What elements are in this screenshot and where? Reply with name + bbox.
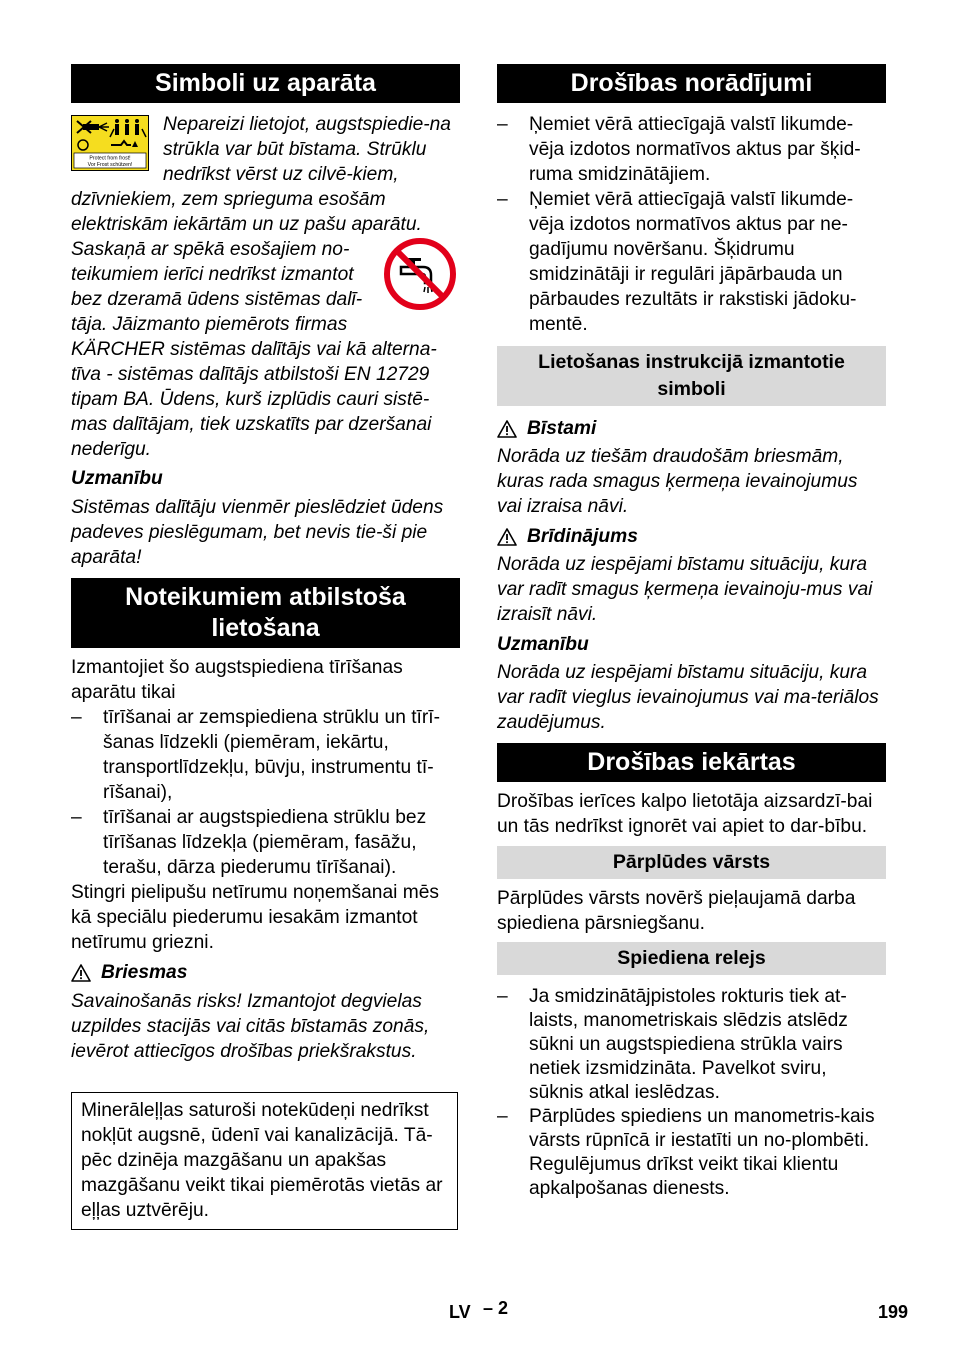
devices-text: Drošības ierīces kalpo lietotāja aizsardzī-bai un tās nedrīkst ignorēt vai apiet to dar-bību.: [497, 791, 873, 837]
safety-list: [497, 112, 886, 337]
footer-language: LV: [449, 1302, 471, 1322]
list-item: – Pārplūdes spiediens un manometris-kais vārsts rūpnīcā ir iestatīti un no-plombēti. Regulējumus drīkst veikt tikai klientu apkalpošanas dienests.: [497, 1105, 886, 1201]
water-separator-text: Saskaņā ar spēkā esošajiem no-teikumiem ierīci nedrīkst izmantot bez dzeramā ūdens sistēmas dalī-tāja. Jāizmanto piemērots firmas KÄRCHER sistēmas dalītājs vai kā alterna-tīva - sistēmas dalītājs atbilstoši EN 12729 tipam BA. Ūdens, kurš izplūdis cauri sistē-mas dalītājam, tiek uzskatīts par dzeršanai nederīgu.: [71, 239, 437, 460]
overflow-valve-text: Pārplūdes vārsts novērš pieļaujamā darba spiediena pārsniegšanu.: [497, 888, 856, 934]
list-item: – Ņemiet vērā attiecīgajā valstī likumde-vēja izdotos normatīvos aktus par ne-gadījumu novēršanu. Šķidrumu smidzinātāji ir regulāri jāpārbauda un pārbaudes rezultāts ir rakstiski jādoku-mentē.: [497, 187, 886, 337]
caution-label: Uzmanību: [497, 634, 589, 655]
list-item: – tīrīšanai ar augstspiediena strūklu bez tīrīšanas līdzekļa (piemēram, fasāžu, terašu, dārza piederumu tīrīšanai).: [71, 805, 460, 880]
warning-label: Brīdinājums: [527, 526, 638, 547]
footer-section-number: – 2: [483, 1298, 509, 1318]
symbols-subheading: Lietošanas instrukcijā izmantotie simboli: [497, 346, 886, 406]
svg-text:Vor Frost schützen!: Vor Frost schützen!: [87, 162, 133, 168]
right-column: [497, 64, 886, 1201]
warning-triangle-icon: [497, 420, 517, 438]
danger-label-row: [71, 960, 460, 985]
symbols-warning-text: Nepareizi lietojot, augstspiedie-na strūkla var būt bīstama. Strūklu nedrīkst vērst uz cilvē-kiem, dzīvniekiem, zem sprieguma esošām elektriskām iekārtām un uz pašu aparātu.: [71, 114, 451, 235]
usage-intro: Izmantojiet šo augstspiediena tīrīšanas aparātu tikai: [71, 657, 403, 703]
high-pressure-warning-icon: [71, 115, 149, 171]
caution-label: Uzmanību: [71, 468, 163, 489]
danger-label-row: [497, 416, 886, 441]
warning-text: Norāda uz iespējami bīstamu situāciju, kura var radīt smagus ķermeņa ievainoju-mus vai izraisīt nāvi.: [497, 554, 873, 625]
symbols-heading: Simboli uz aparāta: [71, 64, 460, 103]
page-number: 199: [878, 1302, 909, 1322]
warning-triangle-icon: [71, 964, 91, 982]
symbols-section: [71, 112, 460, 462]
pressure-switch-heading: Spiediena relejs: [497, 942, 886, 975]
danger-label: Bīstami: [527, 418, 597, 439]
list-item: – Ja smidzinātājpistoles rokturis tiek at-laists, manometriskais slēdzis atslēdz sūkni un augstspiediena strūkla vairs netiek izsmidzināta. Pavelkot sviru, sūknis atkal ieslēdzas.: [497, 985, 886, 1105]
warning-label-row: [497, 524, 886, 549]
pressure-list: [497, 985, 886, 1201]
environment-notice-text: Minerāleļļas saturoši notekūdeņi nedrīkst nokļūt augsnē, ūdenī vai kanalizācijā. Tā-pēc dzinēja mazgāšanu un apakšas mazgāšanu veikt tikai piemērotās vietās ar eļļas uztvērēju.: [81, 1100, 443, 1221]
danger-label: Briesmas: [101, 962, 188, 983]
safety-heading: Drošības norādījumi: [497, 64, 886, 103]
list-item: – tīrīšanai ar zemspiediena strūklu un tīrī-šanas līdzekli (piemēram, iekārtu, transportlīdzekļu, būvju, instrumentu tī-rīšanai),: [71, 705, 460, 805]
caution-text: Sistēmas dalītāju vienmēr pieslēdziet ūdens padeves pieslēgumam, bet nevis tie-ši pie aparāta!: [71, 497, 444, 568]
usage-list: [71, 705, 460, 880]
no-drinking-water-icon: [383, 237, 457, 311]
warning-triangle-icon: [497, 528, 517, 546]
caution-text: Norāda uz iespējami bīstamu situāciju, kura var radīt vieglus ievainojumus vai ma-teriālos zaudējumus.: [497, 662, 879, 733]
svg-text:Protect from frost!: Protect from frost!: [89, 155, 131, 162]
usage-extra: Stingri pielipušu netīrumu noņemšanai mēs kā speciālu piederumu iesakām izmantot netīrumu griezni.: [71, 882, 439, 953]
usage-heading: Noteikumiem atbilstoša lietošana: [71, 578, 460, 648]
devices-heading: Drošības iekārtas: [497, 743, 886, 782]
list-item: – Ņemiet vērā attiecīgajā valstī likumde-vēja izdotos normatīvos aktus par šķid-ruma smidzinātājiem.: [497, 112, 886, 187]
danger-text: Savainošanās risks! Izmantojot degvielas uzpildes stacijās vai citās bīstamās zonās, ievērot attiecīgos drošības priekšrakstus.: [71, 991, 430, 1062]
environment-notice-box: [71, 1092, 458, 1230]
left-column: [71, 64, 460, 1230]
overflow-valve-heading: Pārplūdes vārsts: [497, 846, 886, 879]
danger-text: Norāda uz tiešām draudošām briesmām, kuras rada smagus ķermeņa ievainojumus vai izraisa nāvi.: [497, 446, 858, 517]
